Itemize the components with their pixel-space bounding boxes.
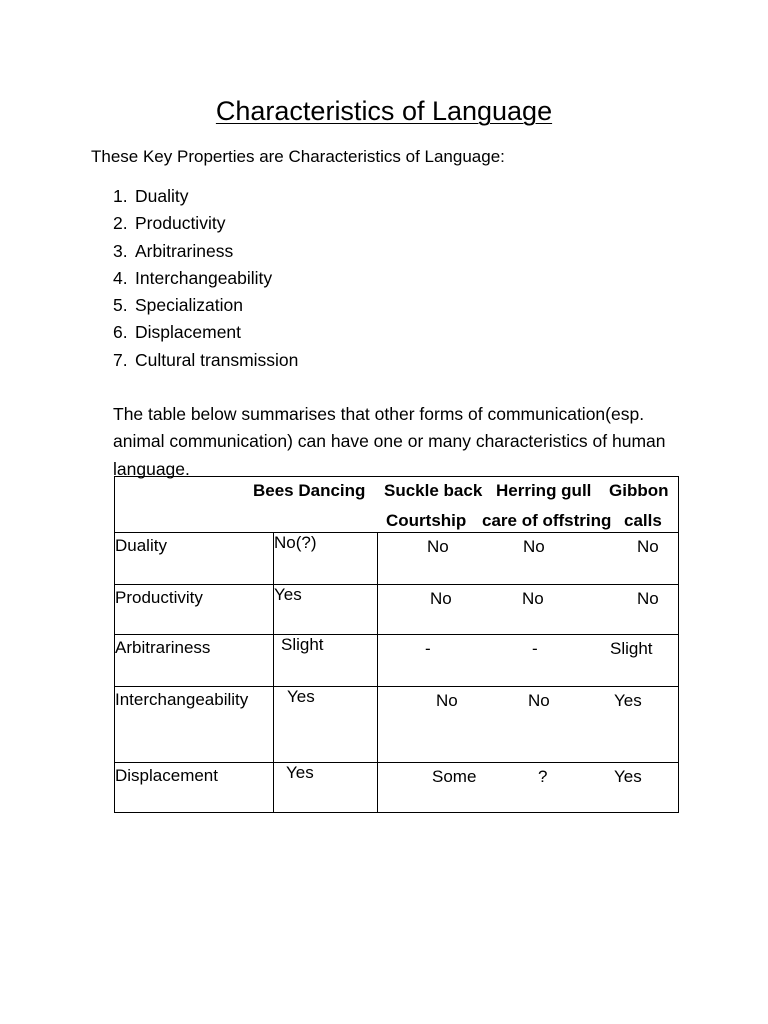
cell-gibbon: Yes xyxy=(614,767,642,786)
summary-paragraph: The table below summarises that other forms of communication(esp. animal communication) can have one or many characteristics of human language. xyxy=(113,403,666,479)
cell-bees-dancing: Yes xyxy=(274,585,378,635)
cell-group xyxy=(378,635,679,687)
cell-herring-gull: ? xyxy=(538,767,548,786)
list-number: 4. xyxy=(113,267,128,288)
header-gibbon: Gibbon xyxy=(609,481,669,500)
list-text: Specialization xyxy=(135,295,243,316)
cell-bees-dancing: Yes xyxy=(274,687,378,763)
list-number: 7. xyxy=(113,349,128,370)
list-item xyxy=(113,265,298,292)
page-title: Characteristics of Language xyxy=(215,96,553,126)
list-item xyxy=(113,183,298,210)
header-suckle-back: Suckle back xyxy=(384,481,483,500)
cell-gibbon: Slight xyxy=(610,639,653,658)
cell-gibbon: No xyxy=(637,589,659,608)
list-number: 5. xyxy=(113,295,128,316)
header-herring-gull: Herring gull xyxy=(496,481,592,500)
table-row xyxy=(115,635,679,687)
comparison-table xyxy=(114,476,679,813)
list-text: Duality xyxy=(135,186,189,206)
header-bees-dancing: Bees Dancing xyxy=(253,481,366,500)
cell-group xyxy=(378,763,679,813)
cell-suckle-back: No xyxy=(427,537,449,556)
cell-bees-dancing: No(?) xyxy=(274,533,378,585)
list-text: Cultural transmission xyxy=(135,349,299,370)
cell-suckle-back: No xyxy=(430,589,452,608)
list-number: 6. xyxy=(113,322,128,343)
cell-herring-gull: No xyxy=(523,537,545,556)
cell-herring-gull: - xyxy=(532,639,538,658)
header-courtship: Courtship xyxy=(386,511,467,530)
intro-text: These Key Properties are Characteristics of Language: xyxy=(91,147,505,166)
list-text: Arbitrariness xyxy=(135,240,234,261)
header-calls: calls xyxy=(624,511,662,530)
table-row xyxy=(115,533,679,585)
list-text: Displacement xyxy=(135,322,242,343)
list-text: Productivity xyxy=(135,213,226,234)
table-row xyxy=(115,687,679,763)
cell-group xyxy=(378,533,679,585)
properties-list xyxy=(113,183,298,374)
cell-suckle-back: No xyxy=(436,691,458,710)
cell-bees-dancing: Slight xyxy=(274,635,378,687)
cell-gibbon: Yes xyxy=(614,691,642,710)
list-item xyxy=(113,238,298,265)
cell-herring-gull: No xyxy=(522,589,544,608)
cell-bees-dancing: Yes xyxy=(274,763,378,813)
cell-suckle-back: - xyxy=(425,639,431,658)
list-number: 3. xyxy=(113,240,128,261)
table-header-row xyxy=(115,477,679,533)
list-number: 1. xyxy=(113,186,128,206)
table-row xyxy=(115,585,679,635)
row-label: Interchangeability xyxy=(115,687,274,763)
row-label: Displacement xyxy=(115,763,274,813)
row-label: Arbitrariness xyxy=(115,635,274,687)
table-row xyxy=(115,763,679,813)
list-item xyxy=(113,319,298,346)
row-label: Duality xyxy=(115,533,274,585)
header-care-of-offstring: care of offstring xyxy=(482,511,612,530)
cell-herring-gull: No xyxy=(528,691,550,710)
cell-group xyxy=(378,585,679,635)
cell-group xyxy=(378,687,679,763)
cell-suckle-back: Some xyxy=(432,767,477,786)
list-text: Interchangeability xyxy=(135,267,273,288)
row-label: Productivity xyxy=(115,585,274,635)
list-number: 2. xyxy=(113,213,128,234)
list-item xyxy=(113,347,298,374)
table-header-cell xyxy=(115,477,679,533)
list-item xyxy=(113,292,298,319)
list-item xyxy=(113,210,298,237)
cell-gibbon: No xyxy=(637,537,659,556)
